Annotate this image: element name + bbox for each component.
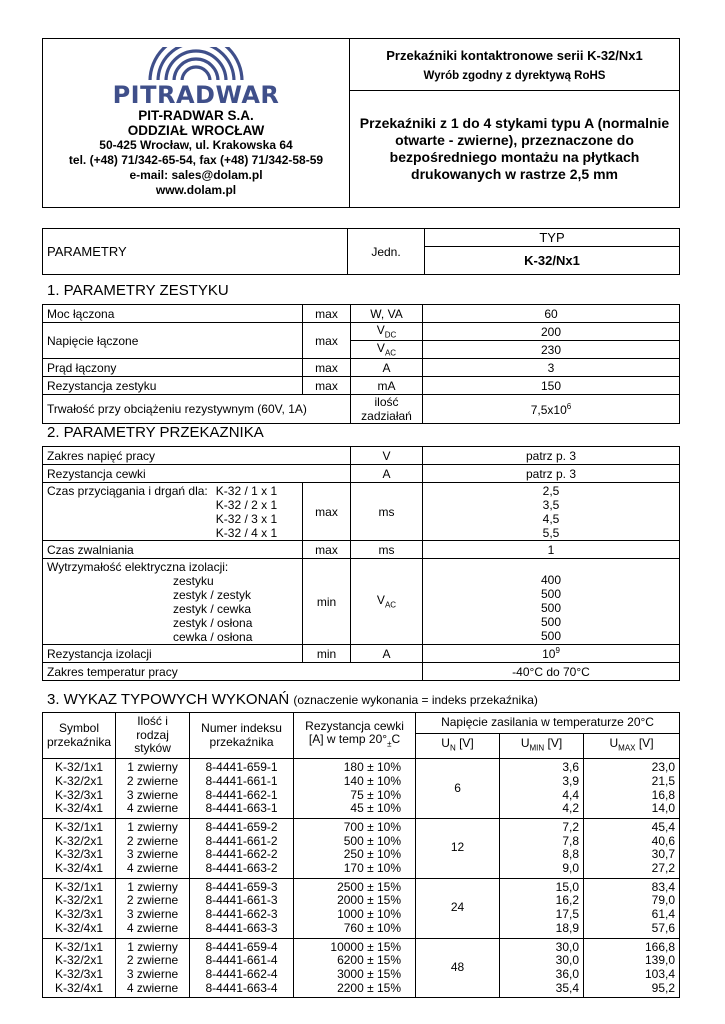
- row-unit: ilość zadziałań: [351, 395, 423, 424]
- row-cond: min: [303, 645, 351, 663]
- cell-styki: 1 zwierny 2 zwierne 3 zwierne 4 zwierne: [116, 818, 190, 878]
- pitradwar-logo: [106, 47, 286, 105]
- row-unit: $V_{AC}$: [351, 559, 423, 645]
- cell-indeks: 8-4441-659-2 8-4441-661-2 8-4441-662-2 8-4441-663-2: [190, 818, 294, 878]
- rohs-note: Wyrób zgodny z dyrektywą RoHS: [423, 69, 606, 82]
- row-unit: $V_{DC}$: [351, 323, 423, 341]
- cell-umax: 166,8 139,0 103,4 95,2: [584, 938, 680, 998]
- table-row: [43, 938, 680, 998]
- table-row: [43, 359, 680, 377]
- cell-symbol: K-32/1x1 K-32/2x1 K-32/3x1 K-32/4x1: [43, 938, 116, 998]
- row-value: 200: [423, 323, 680, 341]
- table-row: [43, 818, 680, 878]
- cell-symbol: K-32/1x1 K-32/2x1 K-32/3x1 K-32/4x1: [43, 878, 116, 938]
- row-cond: max: [303, 305, 351, 323]
- cell-umin: 15,0 16,2 17,5 18,9: [500, 878, 584, 938]
- col-umin: $U_{MIN}$ [V]: [500, 733, 584, 758]
- cell-indeks: 8-4441-659-3 8-4441-661-3 8-4441-662-3 8-4441-663-3: [190, 878, 294, 938]
- row-name: Zakres napięć pracy: [43, 447, 351, 465]
- cell-rez: 10000 ± 15% 6200 ± 15% 3000 ± 15% 2200 ± 15%: [294, 938, 416, 998]
- cell-styki: 1 zwierny 2 zwierne 3 zwierne 4 zwierne: [116, 938, 190, 998]
- row-unit: $V_{AC}$: [351, 341, 423, 359]
- row-cond: max: [303, 359, 351, 377]
- cell-umin: 7,2 7,8 8,8 9,0: [500, 818, 584, 878]
- cell-styki: 1 zwierny 2 zwierne 3 zwierne 4 zwierne: [116, 878, 190, 938]
- cell-un: 12: [416, 818, 500, 878]
- cell-umin: 30,0 30,0 36,0 35,4: [500, 938, 584, 998]
- row-unit: V: [351, 447, 423, 465]
- row-name: Rezystancja zestyku: [43, 377, 303, 395]
- row-value: patrz p. 3: [423, 447, 680, 465]
- section1-title: 1. PARAMETRY ZESTYKU: [47, 282, 229, 299]
- section2-title: 2. PARAMETRY PRZEKAZNIKA: [47, 424, 264, 441]
- row-cond: max: [303, 377, 351, 395]
- branch-name: ODDZIAŁ WROCŁAW: [127, 123, 265, 138]
- row-name: Rezystancja izolacji: [43, 645, 303, 663]
- row-name: Trwałość przy obciążeniu rezystywnym (60V, 1A): [43, 395, 351, 424]
- table-row: [43, 663, 680, 681]
- table-row: [43, 559, 680, 645]
- row-value: $7,5x10^6$: [423, 395, 680, 424]
- row-value: 150: [423, 377, 680, 395]
- company-address: 50-425 Wrocław, ul. Krakowska 64: [99, 138, 293, 152]
- table-row: [43, 465, 680, 483]
- row-value: $10^9$: [423, 645, 680, 663]
- row-unit: A: [351, 465, 423, 483]
- company-www[interactable]: www.dolam.pl: [155, 183, 237, 197]
- col-umax: $U_{MAX}$ [V]: [584, 733, 680, 758]
- header-table: [42, 38, 680, 208]
- cell-umax: 83,4 79,0 61,4 57,6: [584, 878, 680, 938]
- cell-umax: 45,4 40,6 30,7 27,2: [584, 818, 680, 878]
- row-name: Czas przyciągania i drgań dla: K-32 / 1 x 1 K-32 / 2 x 1 K-32 / 3 x 1 K-32 / 4 x 1: [43, 483, 303, 541]
- title-block: [350, 39, 680, 91]
- row-value: 400 500 500 500 500: [423, 559, 680, 645]
- table-row: [43, 323, 680, 341]
- row-name: Moc łączona: [43, 305, 303, 323]
- unit-label: Jedn.: [348, 229, 425, 275]
- row-cond: max: [303, 323, 351, 359]
- row-name: Napięcie łączone: [43, 323, 303, 359]
- cell-styki: 1 zwierny 2 zwierne 3 zwierne 4 zwierne: [116, 759, 190, 819]
- company-block: [43, 39, 350, 208]
- cell-rez: 180 ± 10% 140 ± 10% 75 ± 10% 45 ± 10%: [294, 759, 416, 819]
- row-unit: mA: [351, 377, 423, 395]
- type-label: TYP: [425, 229, 680, 247]
- cell-umax: 23,0 21,5 16,8 14,0: [584, 759, 680, 819]
- row-cond: min: [303, 559, 351, 645]
- table-row: [43, 759, 680, 819]
- row-name: Zakres temperatur pracy: [43, 663, 423, 681]
- cell-symbol: K-32/1x1 K-32/2x1 K-32/3x1 K-32/4x1: [43, 759, 116, 819]
- col-rez: Rezystancja cewki [A] w temp $20^\circ_\pm C$: [294, 713, 416, 759]
- col-styki: Ilość i rodzaj styków: [116, 713, 190, 759]
- row-unit: W, VA: [351, 305, 423, 323]
- row-unit: A: [351, 645, 423, 663]
- row-unit: A: [351, 359, 423, 377]
- row-value: 230: [423, 341, 680, 359]
- col-symbol: Symbol przekaźnika: [43, 713, 116, 759]
- cell-indeks: 8-4441-659-4 8-4441-661-4 8-4441-662-4 8-4441-663-4: [190, 938, 294, 998]
- table-row: [43, 305, 680, 323]
- section1-table: [42, 304, 680, 424]
- param-header-table: [42, 228, 680, 275]
- cell-un: 24: [416, 878, 500, 938]
- row-name: Czas zwalniania: [43, 541, 303, 559]
- cell-umin: 3,6 3,9 4,4 4,2: [500, 759, 584, 819]
- row-value: 3: [423, 359, 680, 377]
- row-value: 2,5 3,5 4,5 5,5: [423, 483, 680, 541]
- row-name: Prąd łączony: [43, 359, 303, 377]
- company-name: PIT-RADWAR S.A.: [138, 108, 254, 123]
- row-value: -40°C do 70°C: [423, 663, 680, 681]
- row-value: 1: [423, 541, 680, 559]
- cell-rez: 2500 ± 15% 2000 ± 15% 1000 ± 10% 760 ± 10%: [294, 878, 416, 938]
- col-napiecie: Napięcie zasilania w temperaturze 20°C: [416, 713, 680, 734]
- row-name: Wytrzymałość elektryczna izolacji: zestyku zestyk / zestyk zestyk / cewka zestyk / osłona cewka / osłona: [43, 559, 303, 645]
- table-row: [43, 447, 680, 465]
- cell-rez: 700 ± 10% 500 ± 10% 250 ± 10% 170 ± 10%: [294, 818, 416, 878]
- cell-symbol: K-32/1x1 K-32/2x1 K-32/3x1 K-32/4x1: [43, 818, 116, 878]
- company-email[interactable]: e-mail: sales@dolam.pl: [129, 168, 263, 182]
- param-label: PARAMETRY: [43, 229, 348, 275]
- cell-un: 6: [416, 759, 500, 819]
- table-row: [43, 645, 680, 663]
- table-row: [43, 878, 680, 938]
- table-row: [43, 483, 680, 541]
- table-row: [43, 541, 680, 559]
- row-name: Rezystancja cewki: [43, 465, 351, 483]
- logo-text: PITRADWAR: [112, 81, 280, 105]
- type-value: K-32/Nx1: [425, 247, 680, 275]
- row-unit: ms: [351, 483, 423, 541]
- row-cond: max: [303, 483, 351, 541]
- row-unit: ms: [351, 541, 423, 559]
- document-title: Przekaźniki kontaktronowe serii K-32/Nx1: [386, 47, 643, 63]
- section2-table: [42, 446, 680, 681]
- col-un: $U_N$ [V]: [416, 733, 500, 758]
- row-value: 60: [423, 305, 680, 323]
- cell-indeks: 8-4441-659-1 8-4441-661-1 8-4441-662-1 8-4441-663-1: [190, 759, 294, 819]
- company-phone: tel. (+48) 71/342-65-54, fax (+48) 71/342-58-59: [68, 153, 324, 167]
- table-row: [43, 395, 680, 424]
- row-cond: max: [303, 541, 351, 559]
- col-indeks: Numer indeksu przekaźnika: [190, 713, 294, 759]
- cell-un: 48: [416, 938, 500, 998]
- section3-title: 3. WYKAZ TYPOWYCH WYKONAŃ (oznaczenie wykonania = indeks przekaźnika): [47, 691, 538, 708]
- table-row: [43, 377, 680, 395]
- product-description: Przekaźniki z 1 do 4 stykami typu A (normalnie otwarte - zwierne), przeznaczone do bezpośredniego montażu na płytkach drukowanych w rastrze 2,5 mm: [350, 91, 680, 208]
- row-value: patrz p. 3: [423, 465, 680, 483]
- section3-table: [42, 712, 680, 998]
